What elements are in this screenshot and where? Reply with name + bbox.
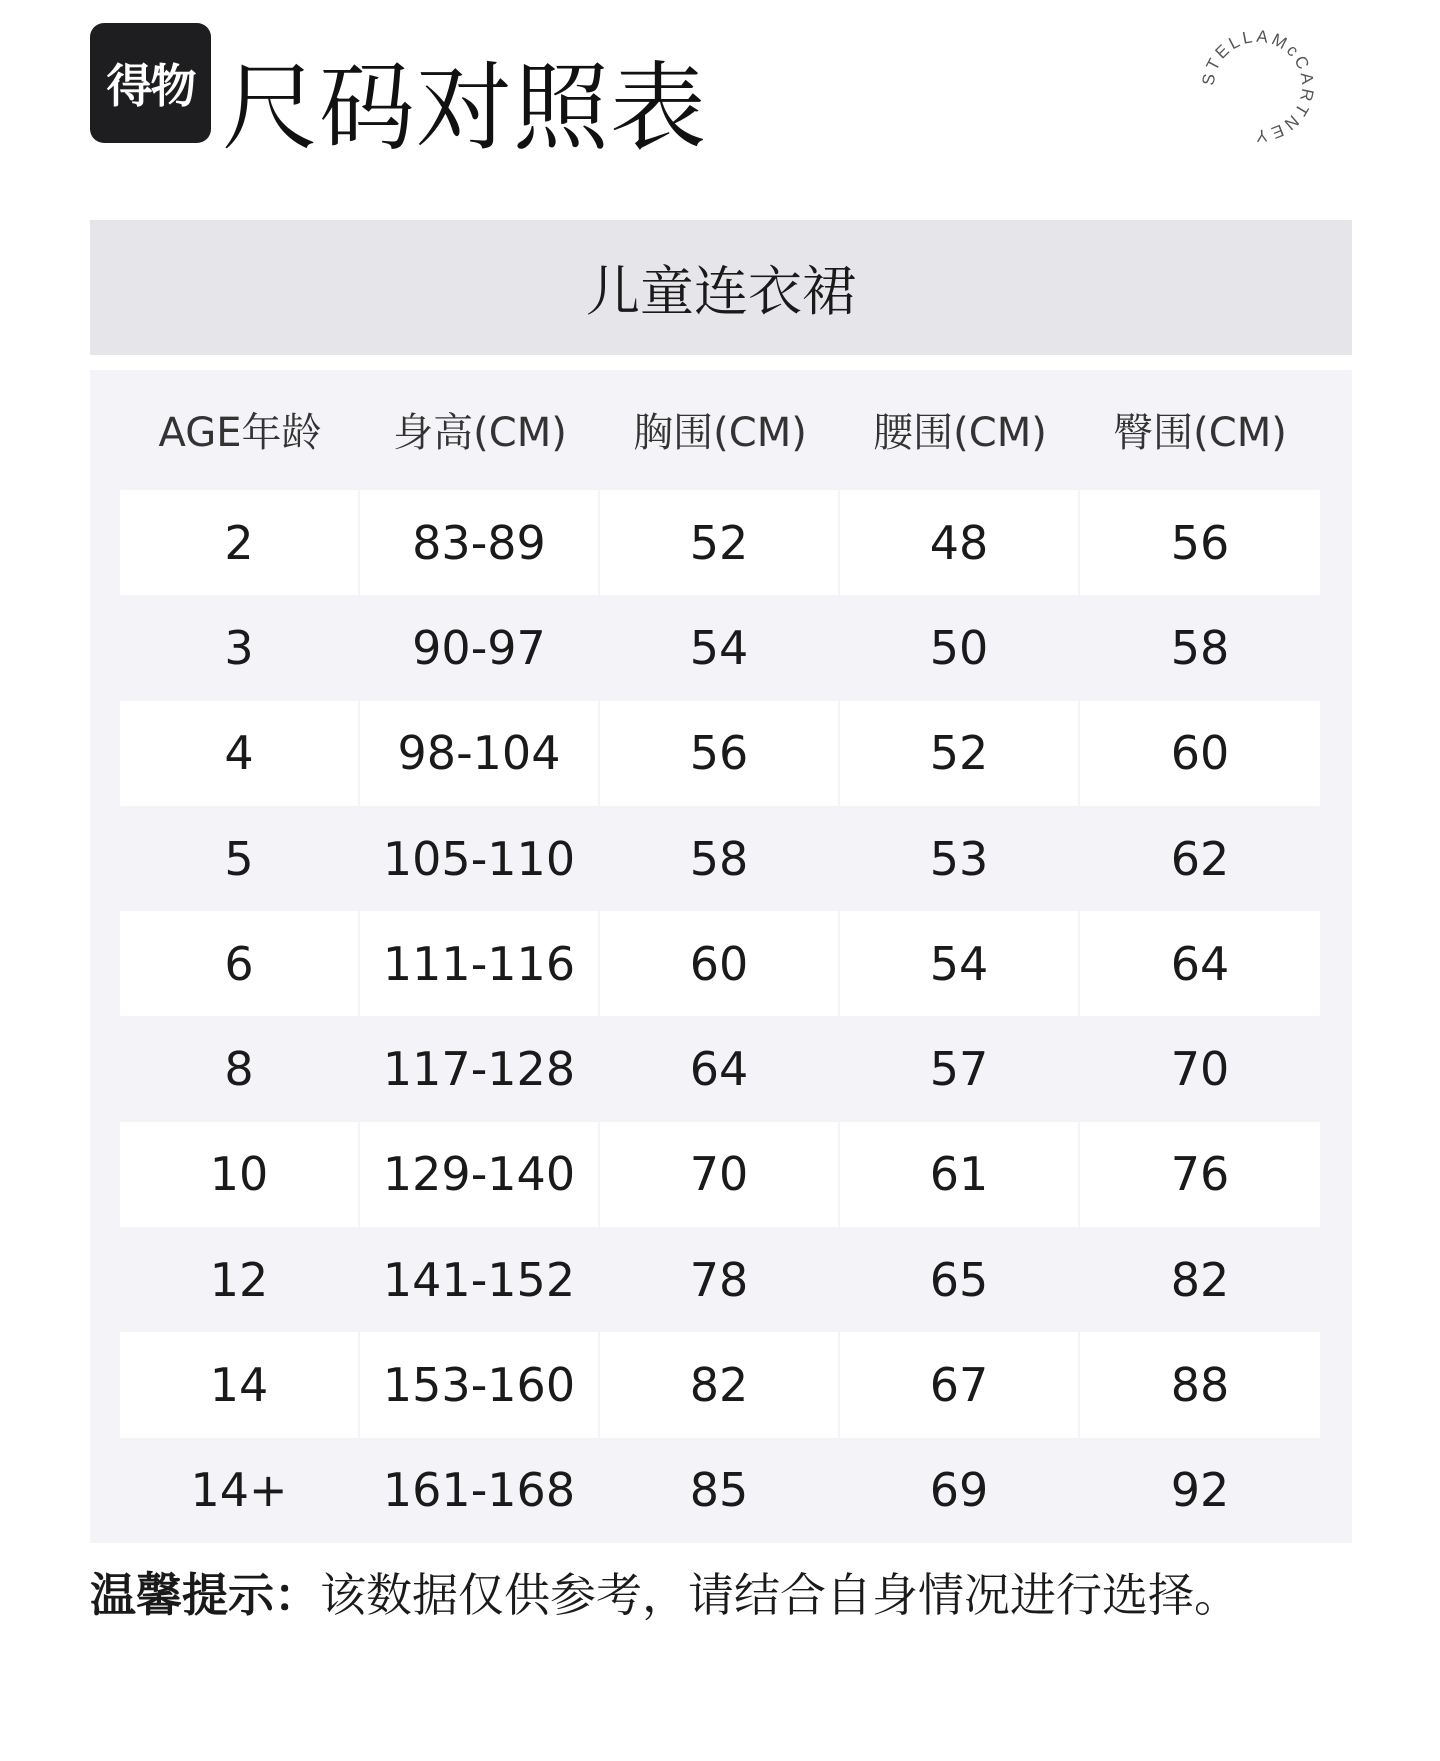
cell-age: 3 — [224, 620, 254, 675]
table-row — [120, 1438, 1320, 1543]
cell-height: 90-97 — [412, 620, 546, 675]
table-row — [120, 806, 1320, 911]
table-row — [120, 490, 1320, 595]
cell-waist: 61 — [840, 1122, 1078, 1227]
cell-height: 105-110 — [382, 831, 576, 886]
tip-label: 温馨提示： — [90, 1568, 320, 1622]
table-row — [120, 911, 1320, 1016]
header-height: 身高(CM) — [393, 409, 567, 456]
logo-text: 得物 — [106, 59, 195, 113]
cell-waist: 50 — [929, 620, 989, 675]
page-title: 尺码对照表 — [222, 52, 707, 164]
footer-tip — [90, 1560, 1240, 1630]
cell-chest: 85 — [689, 1463, 749, 1518]
cell-age: 2 — [120, 490, 358, 595]
cell-waist: 65 — [929, 1252, 989, 1307]
cell-waist: 48 — [840, 490, 1078, 595]
cell-waist: 67 — [840, 1332, 1078, 1437]
cell-waist: 57 — [929, 1042, 989, 1097]
cell-waist: 54 — [840, 911, 1078, 1016]
cell-chest: 70 — [600, 1122, 838, 1227]
cell-age: 4 — [120, 701, 358, 806]
cell-chest: 54 — [689, 620, 749, 675]
cell-hip: 56 — [1080, 490, 1320, 595]
table-header-row — [120, 370, 1320, 488]
header-chest: 胸围(CM) — [633, 409, 807, 456]
svg-text:STELLAMcCARTNEY — [1199, 27, 1318, 146]
cell-hip: 62 — [1170, 831, 1230, 886]
cell-height: 98-104 — [360, 701, 598, 806]
cell-age: 14+ — [190, 1463, 288, 1518]
size-table — [90, 370, 1352, 1543]
cell-hip: 60 — [1080, 701, 1320, 806]
cell-waist: 53 — [929, 831, 989, 886]
cell-height: 129-140 — [360, 1122, 598, 1227]
cell-waist: 69 — [929, 1463, 989, 1518]
cell-age: 14 — [120, 1332, 358, 1437]
cell-chest: 58 — [689, 831, 749, 886]
cell-age: 8 — [224, 1042, 254, 1097]
cell-hip: 76 — [1080, 1122, 1320, 1227]
table-row — [120, 701, 1320, 806]
table-row — [120, 595, 1320, 700]
brand-mark-text: STELLAMcCARTNEY — [1198, 26, 1318, 146]
cell-hip: 70 — [1170, 1042, 1230, 1097]
cell-chest: 56 — [600, 701, 838, 806]
category-title: 儿童连衣裙 — [586, 260, 856, 323]
cell-chest: 64 — [689, 1042, 749, 1097]
header-age: AGE年龄 — [158, 409, 322, 456]
cell-height: 141-152 — [382, 1252, 576, 1307]
header-hip: 臀围(CM) — [1113, 409, 1287, 456]
table-row — [120, 1227, 1320, 1332]
cell-hip: 88 — [1080, 1332, 1320, 1437]
table-row — [120, 1122, 1320, 1227]
cell-chest: 82 — [600, 1332, 838, 1437]
cell-height: 153-160 — [360, 1332, 598, 1437]
cell-age: 6 — [120, 911, 358, 1016]
cell-hip: 82 — [1170, 1252, 1230, 1307]
cell-age: 5 — [224, 831, 254, 886]
table-row — [120, 1016, 1320, 1121]
dewu-logo — [90, 23, 211, 143]
tip-text: 该数据仅供参考，请结合自身情况进行选择。 — [320, 1568, 1240, 1622]
cell-waist: 52 — [840, 701, 1078, 806]
cell-height: 117-128 — [382, 1042, 576, 1097]
cell-hip: 58 — [1170, 620, 1230, 675]
cell-height: 111-116 — [360, 911, 598, 1016]
cell-height: 83-89 — [360, 490, 598, 595]
cell-chest: 78 — [689, 1252, 749, 1307]
table-body — [120, 490, 1320, 1543]
cell-hip: 92 — [1170, 1463, 1230, 1518]
cell-chest: 52 — [600, 490, 838, 595]
table-row — [120, 1332, 1320, 1437]
category-banner — [90, 220, 1352, 355]
brand-circular-logo — [1196, 24, 1320, 148]
cell-chest: 60 — [600, 911, 838, 1016]
cell-height: 161-168 — [382, 1463, 576, 1518]
cell-age: 10 — [120, 1122, 358, 1227]
cell-hip: 64 — [1080, 911, 1320, 1016]
header-waist: 腰围(CM) — [873, 409, 1047, 456]
cell-age: 12 — [209, 1252, 269, 1307]
